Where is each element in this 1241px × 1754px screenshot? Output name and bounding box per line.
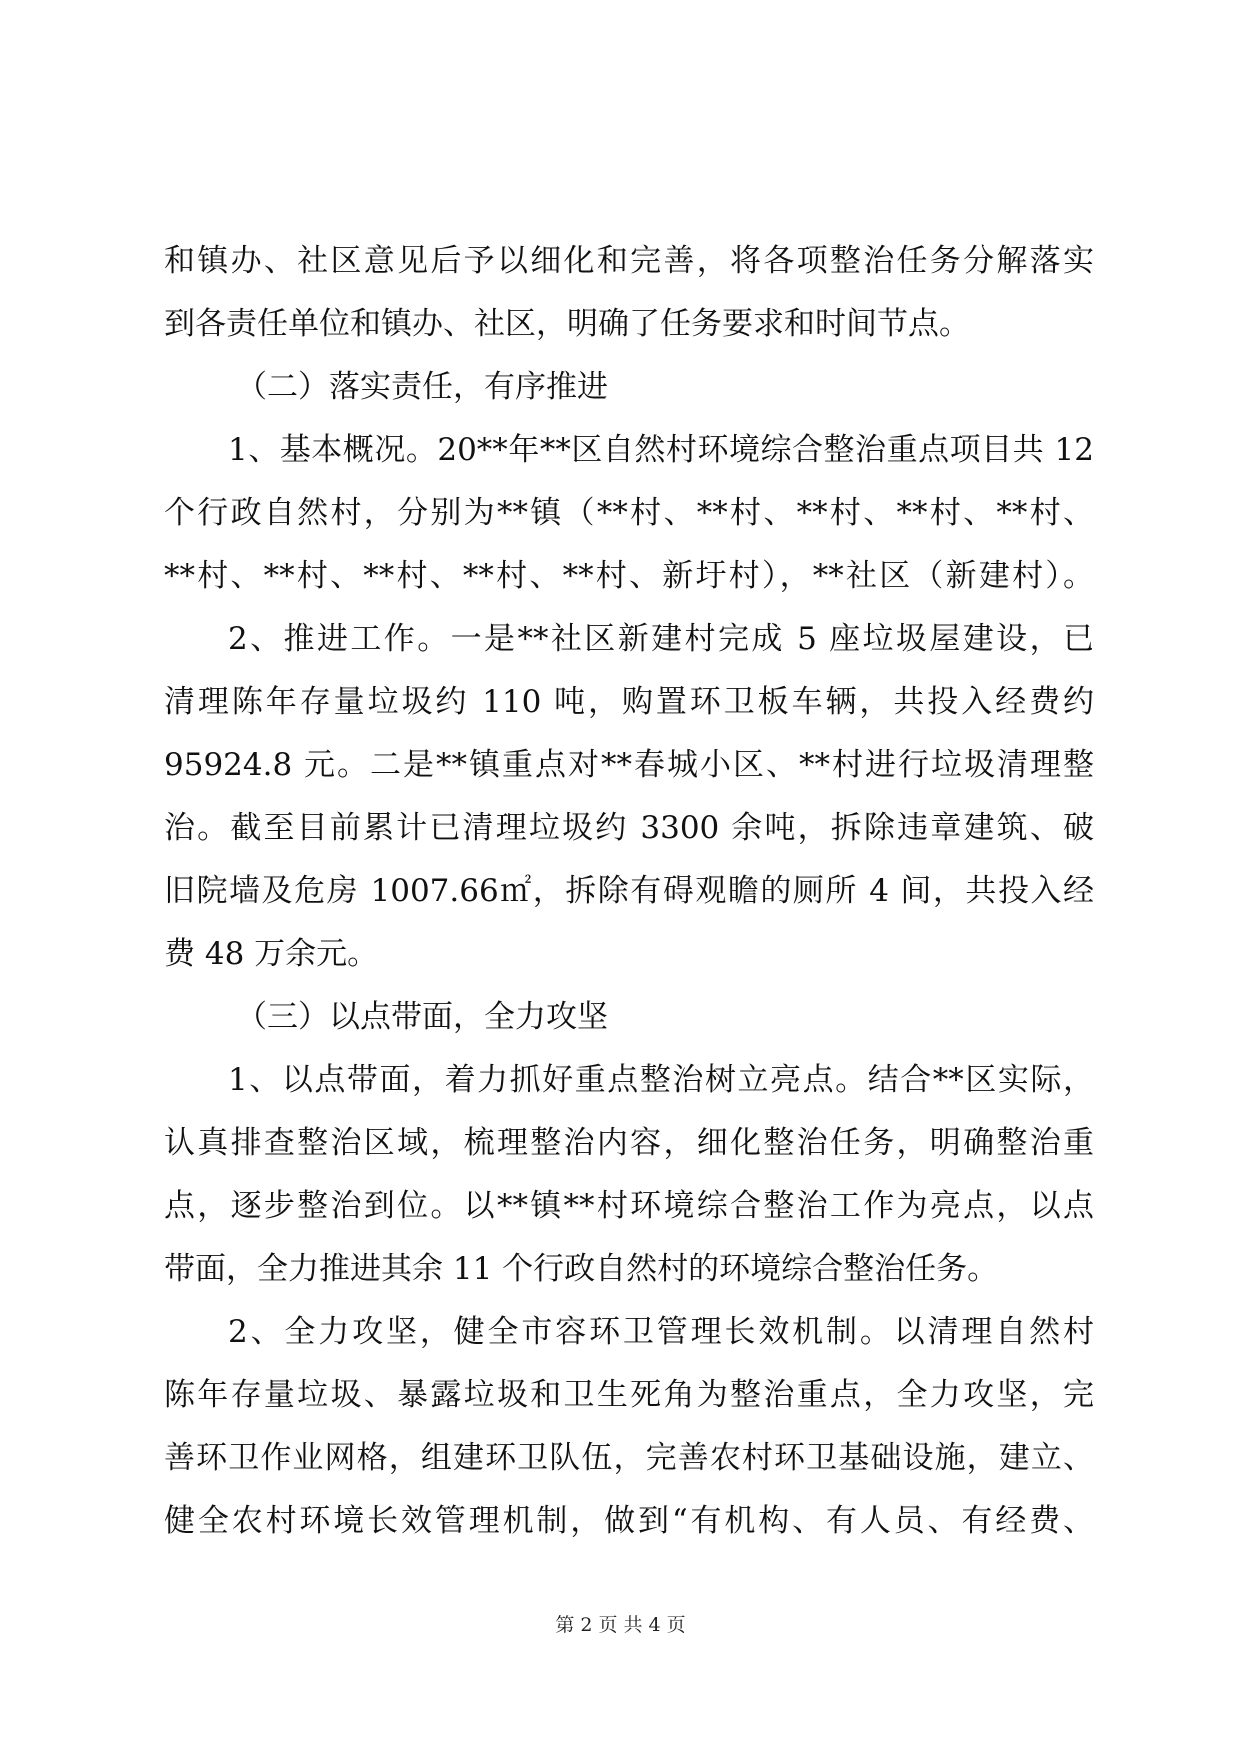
paragraph-line: 陈年存量垃圾、暴露垃圾和卫生死角为整治重点，全力攻坚，完 <box>164 1377 1094 1413</box>
page-footer: 第 2 页 共 4 页 <box>555 1614 686 1636</box>
paragraph-line: 旧院墙及危房 1007.66㎡，拆除有碍观瞻的厕所 4 间，共投入经 <box>164 873 1094 909</box>
paragraph-line: 治。截至目前累计已清理垃圾约 3300 余吨，拆除违章建筑、破 <box>164 810 1094 846</box>
document-body <box>164 230 1094 1553</box>
paragraph-line: **村、**村、**村、**村、**村、新圩村），**社区（新建村）。 <box>164 558 1094 594</box>
paragraph-line: 2、推进工作。一是**社区新建村完成 5 座垃圾屋建设，已 <box>228 621 1094 657</box>
paragraph-line: 清理陈年存量垃圾约 110 吨，购置环卫板车辆，共投入经费约 <box>164 684 1094 720</box>
paragraph-line: 健全农村环境长效管理机制，做到“有机构、有人员、有经费、 <box>164 1503 1094 1539</box>
paragraph-line: 费 48 万余元。 <box>164 936 379 972</box>
paragraph-line: 1、基本概况。20**年**区自然村环境综合整治重点项目共 12 <box>228 432 1094 468</box>
section-heading: （二）落实责任，有序推进 <box>236 369 608 405</box>
paragraph-line: 个行政自然村，分别为**镇（**村、**村、**村、**村、**村、 <box>164 495 1094 531</box>
paragraph-line: 点，逐步整治到位。以**镇**村环境综合整治工作为亮点，以点 <box>164 1188 1094 1224</box>
paragraph-line: 和镇办、社区意见后予以细化和完善，将各项整治任务分解落实 <box>164 243 1094 279</box>
section-heading: （三）以点带面，全力攻坚 <box>236 999 608 1035</box>
paragraph-line: 2、全力攻坚，健全市容环卫管理长效机制。以清理自然村 <box>228 1314 1094 1350</box>
paragraph-line: 认真排查整治区域，梳理整治内容，细化整治任务，明确整治重 <box>164 1125 1094 1161</box>
paragraph-line: 到各责任单位和镇办、社区，明确了任务要求和时间节点。 <box>164 306 970 342</box>
paragraph-line: 1、以点带面，着力抓好重点整治树立亮点。结合**区实际， <box>228 1062 1094 1098</box>
paragraph-line: 带面，全力推进其余 11 个行政自然村的环境综合整治任务。 <box>164 1251 999 1287</box>
paragraph-line: 善环卫作业网格，组建环卫队伍，完善农村环卫基础设施，建立、 <box>164 1440 1094 1476</box>
paragraph-line: 95924.8 元。二是**镇重点对**春城小区、**村进行垃圾清理整 <box>164 747 1094 783</box>
